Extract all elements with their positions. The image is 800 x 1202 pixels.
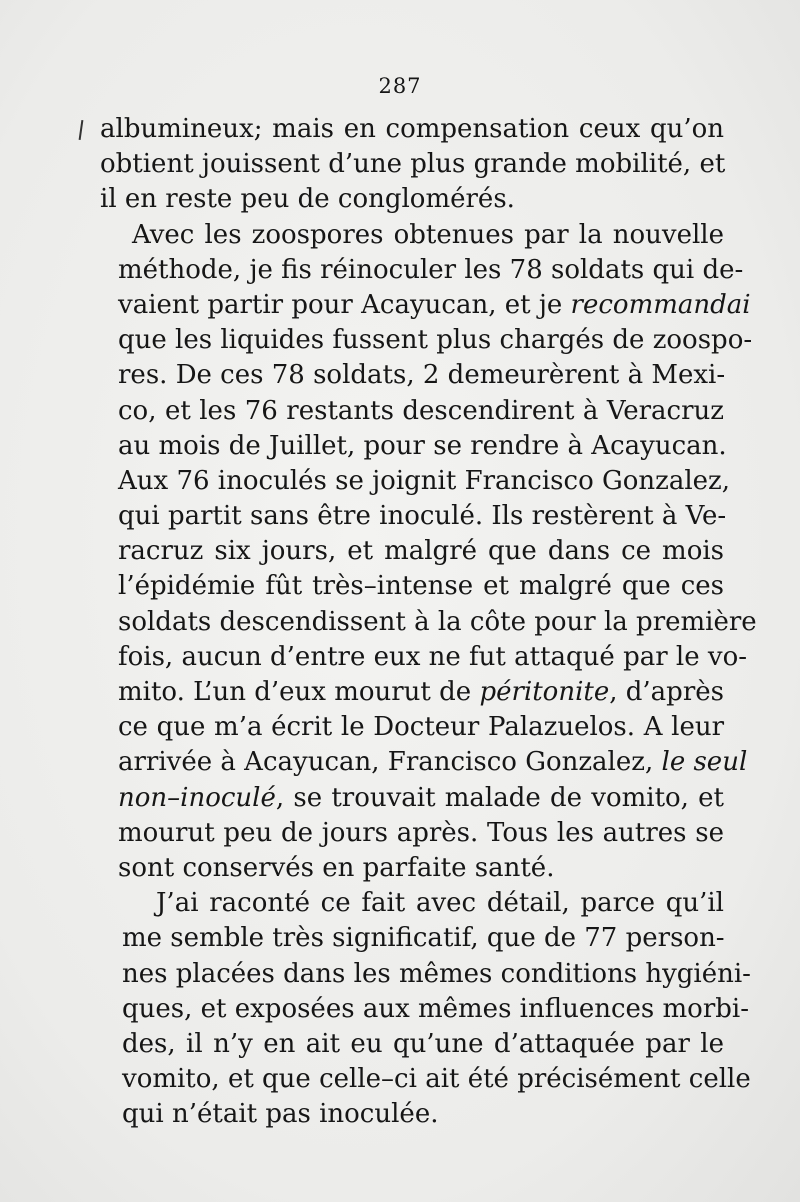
margin-mark xyxy=(79,120,84,140)
text-line: des, il n’y en ait eu qu’une d’attaquée par le xyxy=(122,1028,724,1059)
text-line: non–inoculé, se trouvait malade de vomito, et xyxy=(118,782,724,813)
text-line: J’ai raconté ce fait avec détail, parce qu’il xyxy=(156,888,724,919)
text-line: albumineux; mais en compensation ceux qu’on xyxy=(100,114,724,144)
text-line: vaient partir pour Acayucan, et je recommandai xyxy=(118,289,751,320)
text-line: arrivée à Acayucan, Francisco Gonzalez, le seul xyxy=(118,747,748,778)
text-line: au mois de Juillet, pour se rendre à Acayucan. xyxy=(118,430,727,461)
page-number: 287 xyxy=(378,74,422,98)
text-line: me semble très significatif, que de 77 person- xyxy=(122,923,725,954)
text-line: soldats descendissent à la côte pour la première xyxy=(118,606,757,637)
text-line: il en reste peu de conglomérés. xyxy=(100,184,515,215)
text-line: mourut peu de jours après. Tous les autres se xyxy=(118,817,724,848)
text-line: ce que m’a écrit le Docteur Palazuelos. A leur xyxy=(118,712,724,743)
italic-text: péritonite xyxy=(479,677,610,707)
text-line: l’épidémie fût très–intense et malgré que ces xyxy=(118,571,724,602)
text-line: ques, et exposées aux mêmes influences morbi- xyxy=(122,993,749,1024)
paragraph-2 xyxy=(100,218,757,887)
text-line: res. De ces 78 soldats, 2 demeurèrent à Mexi- xyxy=(118,360,726,391)
italic-text: non–inoculé xyxy=(118,782,276,813)
text-line: Avec les zoospores obtenues par la nouvelle xyxy=(132,219,724,250)
text-line: racruz six jours, et malgré que dans ce mois xyxy=(118,536,724,567)
text-line: fois, aucun d’entre eux ne fut attaqué par le vo- xyxy=(118,641,748,672)
italic-text: le seul xyxy=(661,747,748,778)
text-line: nes placées dans les mêmes conditions hygiéni- xyxy=(122,958,751,989)
text-line: sont conservés en parfaite santé. xyxy=(118,852,555,883)
text-line: obtient jouissent d’une plus grande mobilité, et xyxy=(100,149,726,180)
body-text xyxy=(100,112,757,1132)
paragraph-1 xyxy=(100,112,724,218)
italic-text: recommandai xyxy=(570,289,751,320)
text-line: vomito, et que celle–ci ait été précisément celle xyxy=(122,1064,751,1095)
text-line: Aux 76 inoculés se joignit Francisco Gonzalez, xyxy=(118,465,731,496)
text-line: que les liquides fussent plus chargés de zoospo- xyxy=(118,325,753,356)
text-line: méthode, je fis réinoculer les 78 soldats qui de- xyxy=(118,254,744,285)
text-line: co, et les 76 restants descendirent à Veracruz xyxy=(118,395,724,426)
text-line: qui n’était pas inoculée. xyxy=(122,1099,439,1130)
text-line: mito. L’un d’eux mourut de péritonite, d’après xyxy=(118,677,724,707)
text-line: qui partit sans être inoculé. Ils restèrent à Ve- xyxy=(118,501,727,532)
paragraph-3 xyxy=(100,886,751,1132)
